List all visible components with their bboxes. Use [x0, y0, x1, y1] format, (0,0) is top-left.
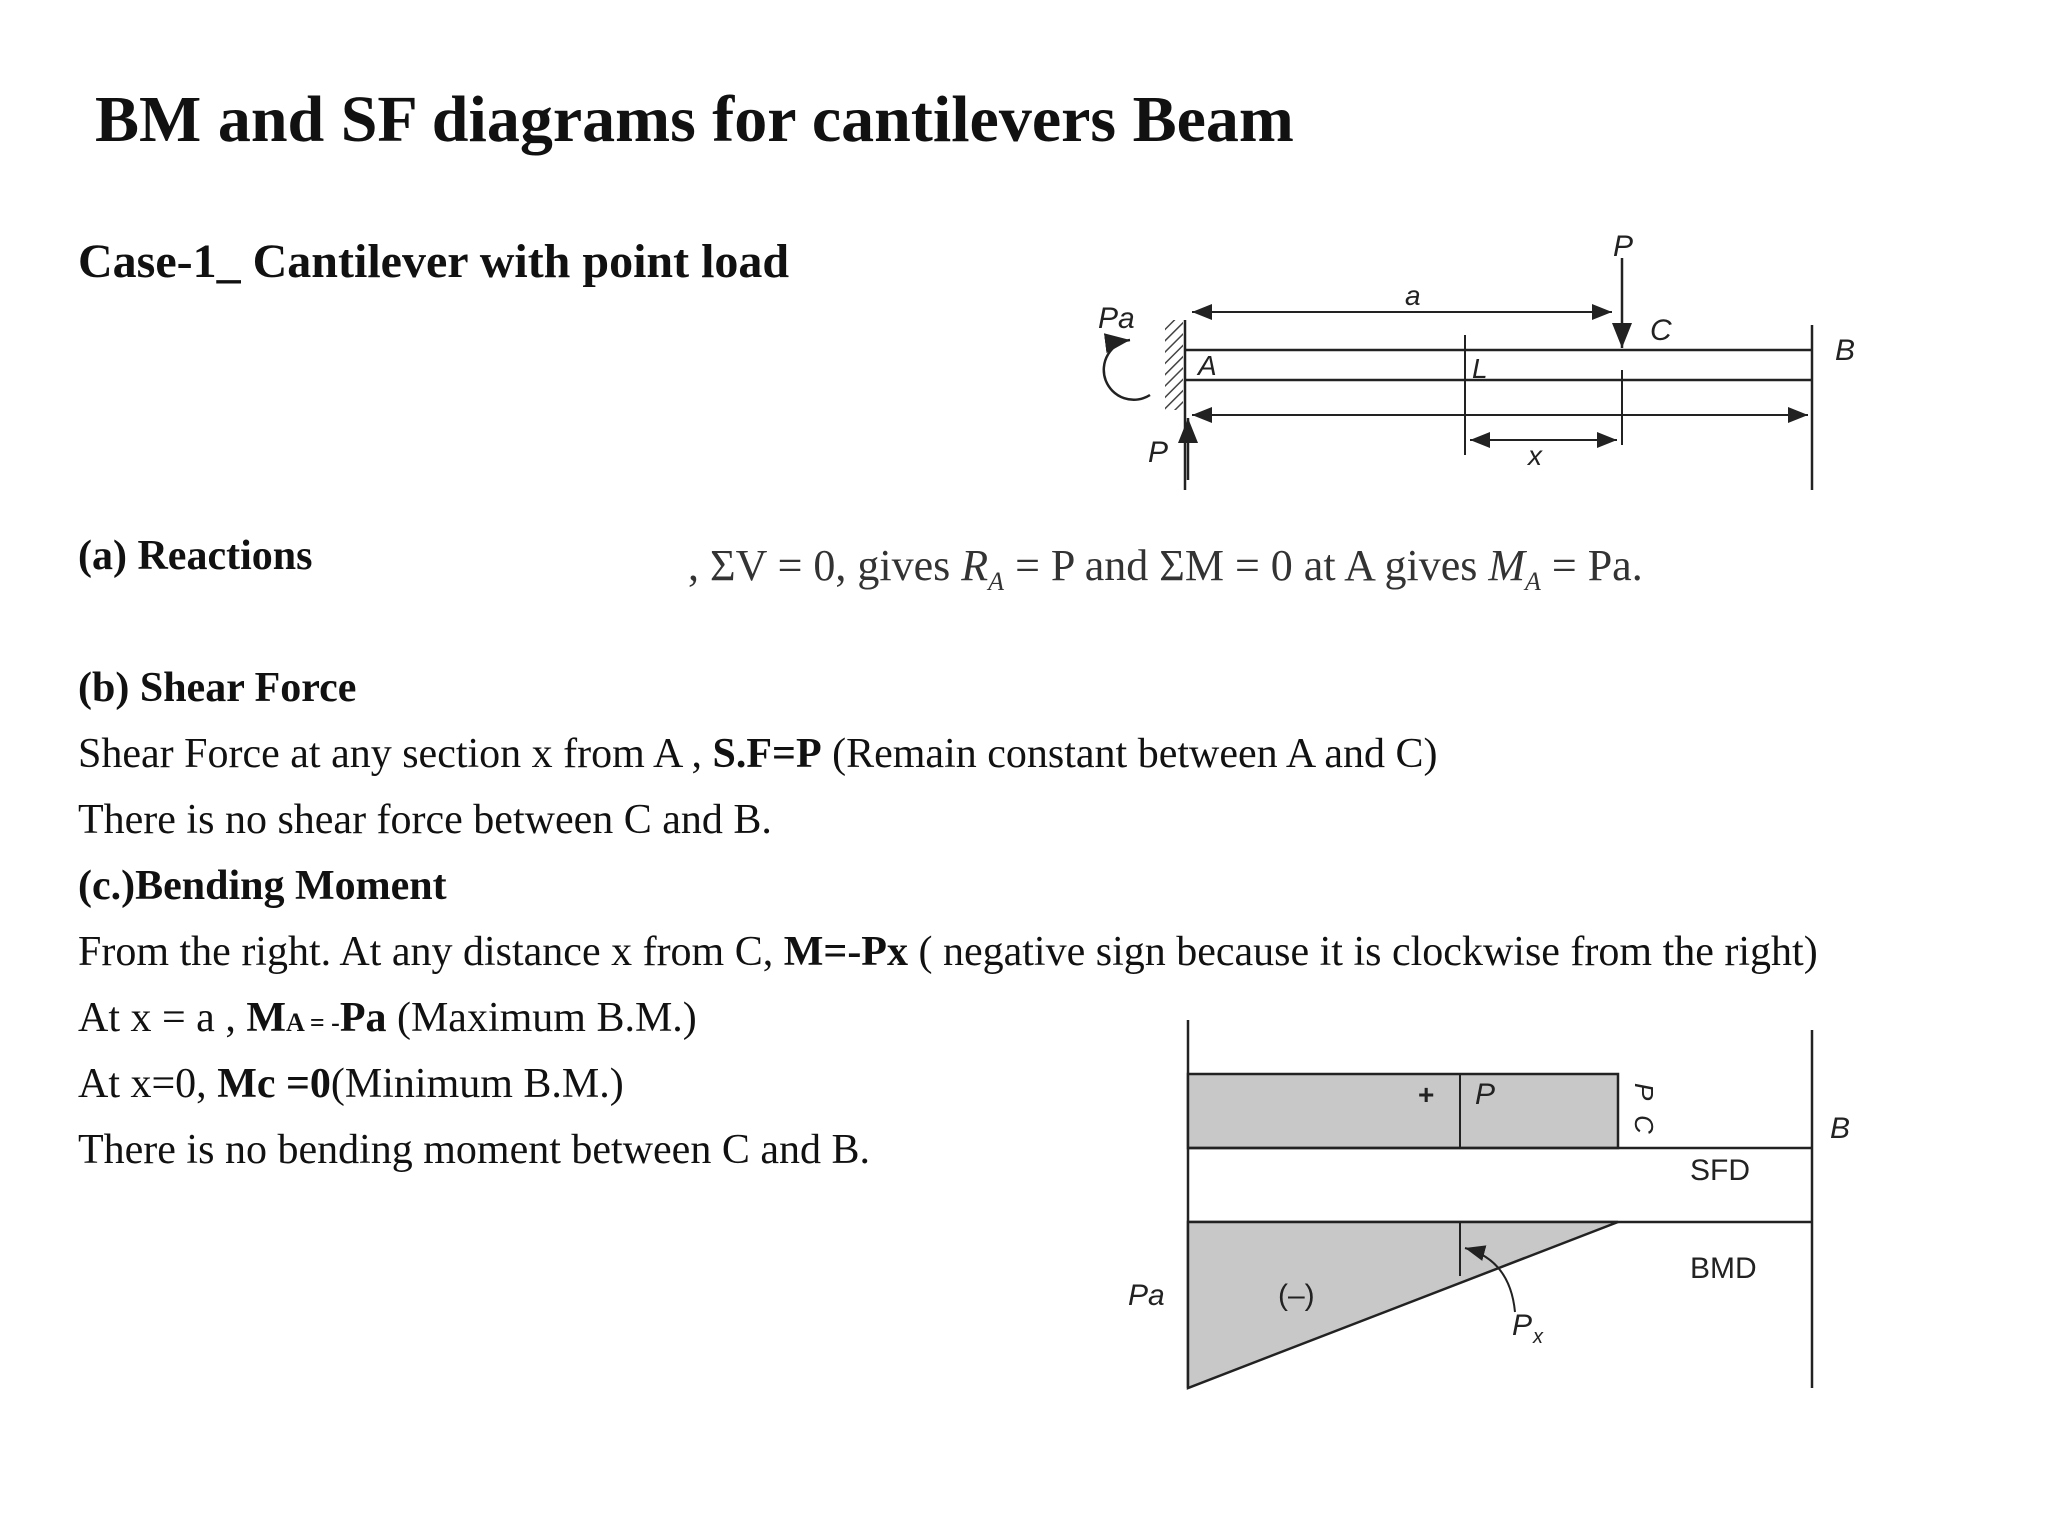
- shear-line-1-bold: S.F=P: [712, 731, 822, 777]
- bending-line-1-a: From the right. At any distance x from C,: [78, 929, 774, 975]
- cantilever-beam-diagram: [1098, 230, 1855, 490]
- bmd-label-pa: Pa: [1128, 1279, 1165, 1312]
- bending-line-2-b: (Maximum B.M.): [396, 995, 697, 1041]
- eq-m-sub: A: [1525, 566, 1541, 596]
- beam-label-b: B: [1835, 334, 1856, 367]
- bending-line-2-m: M: [246, 995, 286, 1041]
- beam-label-p-top: P: [1613, 230, 1634, 263]
- bending-line-3-a: At x=0,: [78, 1061, 207, 1107]
- bmd-triangle: [1188, 1222, 1618, 1388]
- page-title: BM and SF diagrams for cantilevers Beam: [95, 83, 1294, 156]
- eq-r-sub: A: [988, 566, 1005, 596]
- bmd-label-negative: (–): [1278, 1279, 1315, 1312]
- shear-heading: (b) Shear Force: [78, 665, 357, 711]
- bending-line-3-b: (Minimum B.M.): [330, 1061, 624, 1107]
- bending-line-1-b: ( negative sign because it is clockwise from the right): [918, 929, 1818, 975]
- bending-line-2-a: At x = a ,: [78, 995, 236, 1041]
- beam-label-a-support: A: [1198, 350, 1217, 381]
- bending-line-4: There is no bending moment between C and B.: [78, 1127, 870, 1173]
- reactions-heading: (a) Reactions: [78, 533, 313, 579]
- sfd-label-plus: +: [1418, 1079, 1435, 1110]
- bmd-label-px-sub: x: [1533, 1326, 1543, 1348]
- sfd-label-p: P: [1475, 1078, 1496, 1111]
- bmd-label: BMD: [1690, 1252, 1757, 1285]
- beam-label-a: a: [1405, 280, 1421, 311]
- sfd-label-pc-c: C: [1629, 1115, 1659, 1134]
- sfd-label: SFD: [1690, 1154, 1750, 1187]
- beam-label-p-bottom: P: [1148, 436, 1169, 469]
- eq-mid: = P and ΣM = 0 at A gives: [1015, 541, 1478, 590]
- sfd-label-b: B: [1830, 1112, 1851, 1145]
- bmd-label-px: P: [1512, 1309, 1533, 1342]
- beam-label-l: L: [1472, 353, 1488, 384]
- moment-pa-arrow: [1104, 340, 1150, 400]
- beam-label-x: x: [1528, 440, 1542, 471]
- bending-line-3-bold: Mc =0: [217, 1061, 331, 1107]
- bending-heading: (c.)Bending Moment: [78, 863, 447, 909]
- eq-r: R: [961, 541, 989, 590]
- sfd-label-pc-p: P: [1629, 1083, 1659, 1101]
- bending-line-1-bold: M=-Px: [783, 929, 908, 975]
- case-heading: Case-1_ Cantilever with point load: [78, 235, 790, 288]
- eq-prefix: ,: [688, 541, 699, 590]
- shear-line-1-a: Shear Force at any section x from A ,: [78, 731, 703, 777]
- shear-line-2: There is no shear force between C and B.: [78, 797, 772, 843]
- eq-end: = Pa.: [1551, 541, 1643, 590]
- beam-label-c: C: [1650, 314, 1672, 347]
- beam-label-pa: Pa: [1098, 302, 1135, 335]
- sfd-block: [1188, 1074, 1618, 1148]
- fixed-support-hatch: [1165, 320, 1183, 410]
- sfd-bmd-diagram: [1128, 1020, 1850, 1388]
- bending-line-2-bold: Pa: [339, 995, 387, 1041]
- eq-sum-v: ΣV = 0, gives: [710, 541, 951, 590]
- shear-line-1-b: (Remain constant between A and C): [832, 731, 1438, 777]
- bending-line-2-sub: A = -: [285, 1008, 340, 1037]
- eq-m: M: [1488, 541, 1525, 590]
